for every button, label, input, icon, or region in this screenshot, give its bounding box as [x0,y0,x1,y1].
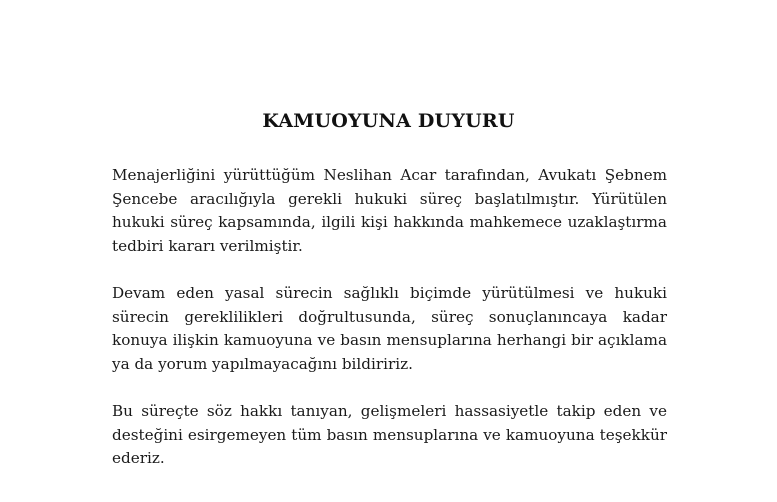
paragraph-2: Devam eden yasal sürecin sağlıklı biçimde yürütülmesi ve hukuki sürecin gereklilikleri doğrultusunda, süreç sonuçlanıncaya kadar konuya ilişkin kamuoyuna ve basın mensuplarına herhangi bir açıklama ya da yorum yapılmayacağını bildiririz. [112,284,667,373]
document-title: KAMUOYUNA DUYURU [262,110,515,132]
paragraph-1: Menajerliğini yürüttüğüm Neslihan Acar tarafından, Avukatı Şebnem Şencebe aracılığıyla gerekli hukuki süreç başlatılmıştır. Yürütülen hukuki süreç kapsamında, ilgili kişi hakkında mahkemece uzaklaştırma tedbiri kararı verilmiştir. [112,166,667,255]
paragraph-3: Bu süreçte söz hakkı tanıyan, gelişmeleri hassasiyetle takip eden ve desteğini esirgemeyen tüm basın mensuplarına ve kamuoyuna teşekkür ederiz. [112,402,667,467]
document-body [112,164,667,495]
